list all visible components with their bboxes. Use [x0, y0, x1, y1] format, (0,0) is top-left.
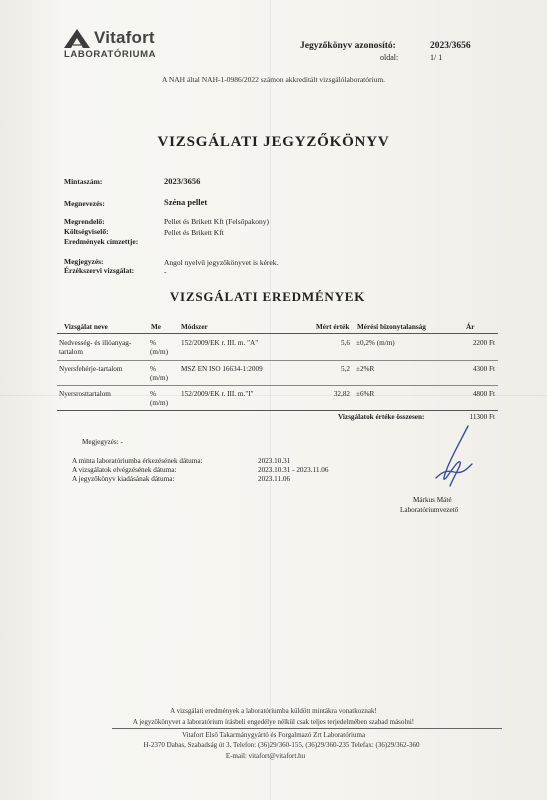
row-value: 32,82 [333, 390, 350, 398]
row-test-cont: tartalom [59, 348, 83, 356]
page-value: 1/ 1 [430, 53, 443, 62]
footer-note-1: A vizsgálati eredmények a laboratóriumba küldött mintákra vonatkoznak! [170, 707, 377, 715]
report-id-label: Jegyzőkönyv azonosító: [300, 41, 396, 51]
row-test: Nyersfehérje-tartalom [59, 365, 123, 373]
row-method: MSZ EN ISO 16634-1:2009 [181, 365, 263, 373]
footer-note-2: A jegyzőkönyvet a laboratórium írásbeli engedélye nélkül csak teljes terjedelmében szabad másolni! [132, 718, 415, 726]
accreditation-note: A NAH által NAH-1-0986/2022 számon akkreditált vizsgálólaboratórium. [161, 75, 386, 84]
recipient-label: Eredmények címzettje: [64, 237, 139, 246]
row-value: 5,2 [341, 365, 350, 373]
issue-date-label: A jegyzőkönyv kiadásának dátuma: [72, 475, 175, 483]
row-method: 152/2009/EK r. III. m."I" [181, 390, 254, 398]
row-uncertainty: ±2%R [356, 365, 375, 373]
tests-date: 2023.10.31 - 2023.11.06 [258, 466, 329, 474]
remark: Megjegyzés: - [82, 438, 123, 446]
arrival-date-label: A minta laboratóriumba érkezésének dátuma: [72, 457, 203, 465]
row-unit-cont: (m/m) [150, 399, 168, 407]
row-price: 2200 Ft [472, 339, 495, 347]
footer-rule [112, 728, 502, 729]
paper-fold [270, 0, 271, 800]
sensory-value: - [164, 267, 167, 276]
footer-company: Vitafort Első Takarmánygyártó és Forgalmazó Zrt Laboratóriuma [181, 731, 366, 739]
row-unit-cont: (m/m) [150, 348, 168, 356]
col-value: Mért érték [316, 323, 350, 331]
sample-no-value: 2023/3656 [164, 176, 201, 186]
row-uncertainty: ±6%R [356, 390, 375, 398]
note-label: Megjegyzés: [64, 257, 104, 266]
signatory-name: Márkus Máté [413, 496, 452, 504]
report-id: 2023/3656 [430, 41, 471, 51]
logo-mark-icon [62, 27, 92, 49]
row-unit-cont: (m/m) [150, 374, 168, 382]
row-rule [57, 360, 498, 361]
tests-date-label: A vizsgálatok elvégzésének dátuma: [72, 466, 177, 474]
name-label: Megnevezés: [64, 199, 105, 208]
row-price: 4800 Ft [472, 390, 495, 398]
orderer-value: Pellet és Brikett Kft (Felsőpakony) [164, 217, 269, 226]
total-value: 11300 Ft [469, 413, 495, 421]
col-method: Módszer [181, 323, 208, 331]
table-rule [57, 333, 498, 334]
arrival-date: 2023.10.31 [258, 457, 291, 465]
col-test: Vizsgálat neve [64, 323, 108, 331]
footer-email: E-mail: vitafort@vitafort.hu [225, 752, 306, 760]
row-unit: % [150, 339, 156, 347]
row-unit: % [150, 390, 156, 398]
row-test: Nedvesség- és illóanyag- [59, 339, 132, 347]
row-test: Nyersrosttartalom [59, 390, 111, 398]
vitafort-logo [62, 27, 182, 61]
col-unit: Me [151, 323, 161, 331]
sample-no-label: Mintaszám: [64, 177, 103, 186]
signature [424, 420, 484, 495]
row-value: 5,6 [341, 339, 350, 347]
issue-date: 2023.11.06 [258, 475, 291, 483]
results-title: VIZSGÁLATI EREDMÉNYEK [169, 289, 366, 304]
cost-bearer-label: Költségviselő: [64, 227, 109, 236]
document-title: VIZSGÁLATI JEGYZŐKÖNYV [157, 134, 390, 150]
total-label: Vizsgálatok értéke összesen: [338, 413, 425, 421]
row-uncertainty: ±0,2% (m/m) [356, 339, 395, 347]
col-price: Ár [466, 323, 475, 331]
page-label: oldal: [380, 53, 399, 62]
footer-address: H-2370 Dabas, Szabadság út 3. Telefon: (36)29/360-155, (36)29/360-235 Telefax: (36)29/362-360 [143, 741, 420, 749]
row-unit: % [150, 365, 156, 373]
note-value: Angol nyelvű jegyzőkönyvet is kérek. [164, 258, 279, 267]
sensory-label: Érzékszervi vizsgálat: [64, 266, 135, 275]
logo-subtitle: LABORATÓRIUMA [64, 49, 157, 60]
name-value: Széna pellet [164, 197, 208, 207]
logo-brand: Vitafort [94, 28, 155, 47]
row-rule [57, 385, 498, 386]
signatory-role: Laboratóriumvezető [400, 506, 459, 514]
row-price: 4300 Ft [472, 365, 495, 373]
cost-bearer-value: Pellet és Brikett Kft [164, 228, 224, 237]
orderer-label: Megrendelő: [64, 217, 105, 226]
col-uncertainty: Mérési bizonytalanság [357, 323, 426, 331]
row-method: 152/2009/EK r. III. m. "A" [181, 339, 259, 347]
table-bottom-rule [57, 410, 498, 411]
